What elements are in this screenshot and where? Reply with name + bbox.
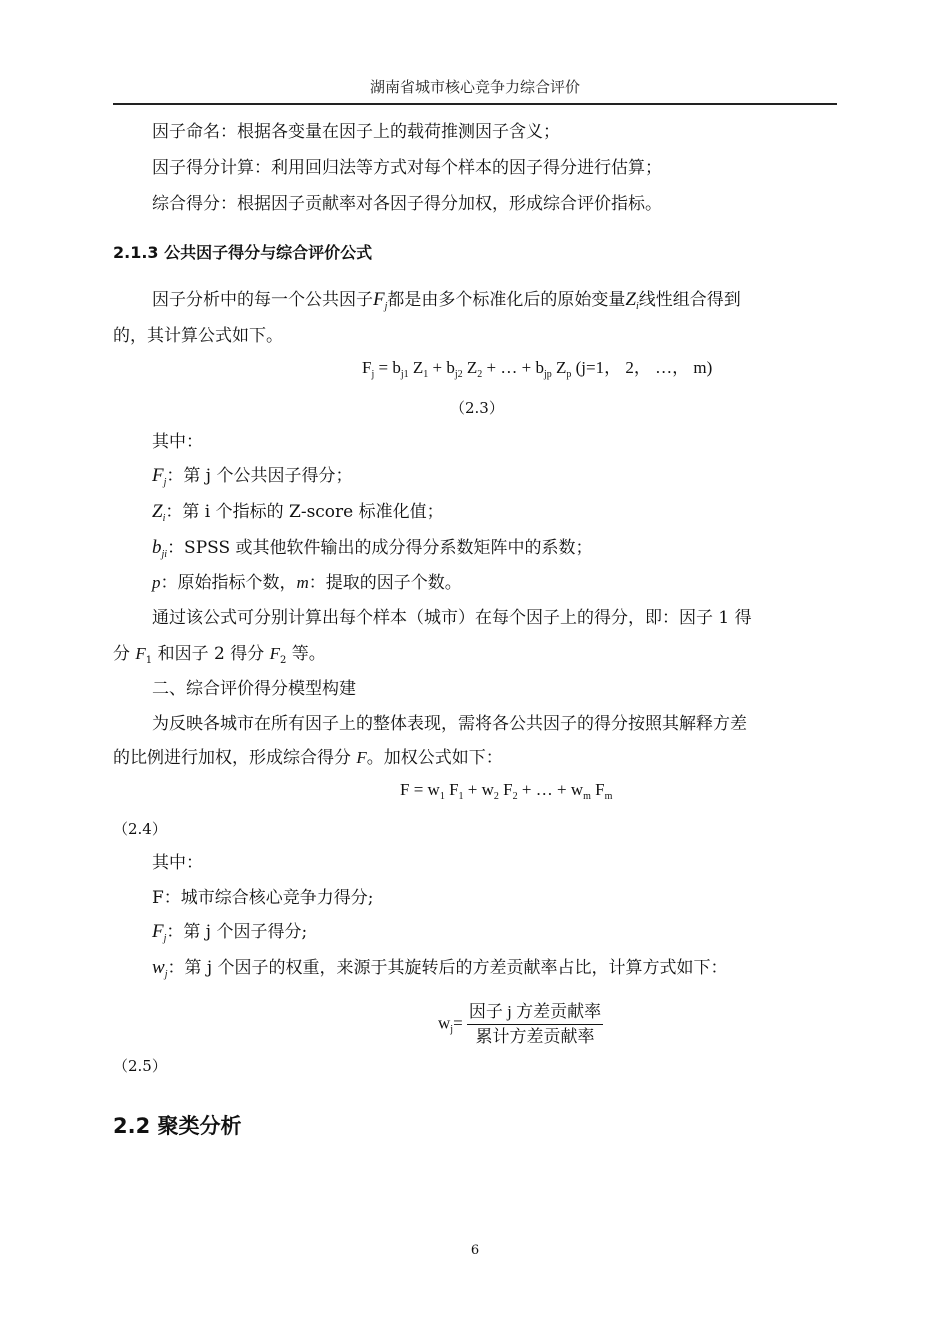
intro-line-2: 因子得分计算：利用回归法等方式对每个样本的因子得分进行估算； <box>152 158 662 178</box>
formula-2-3: $F_j = b_{j1}$ $Z_1 + b_{j2}$ $Z_2$ + … + $b_{jp}$ $Z_p$ (j=1， 2， …， m) <box>362 358 713 380</box>
paragraph-3-line-2: 的比例进行加权，形成综合得分 F。加权公式如下： <box>113 748 503 768</box>
definition-bji: $b_{ji}$：SPSS 或其他软件输出的成分得分系数矩阵中的系数； <box>152 537 593 560</box>
intro-line-3: 综合得分：根据因子贡献率对各因子得分加权，形成综合评价指标。 <box>152 194 662 214</box>
definition-F-total: F：城市综合核心竞争力得分; <box>152 888 374 908</box>
formula-number-2-4: （2.4） <box>113 820 167 838</box>
definition-Fj-factor: $F_j$：第 j 个因子得分; <box>152 921 308 944</box>
page-number: 6 <box>470 1243 480 1258</box>
definition-Fj: $F_j$：第 j 个公共因子得分； <box>152 465 353 488</box>
where-label-1: 其中： <box>152 432 203 452</box>
fraction-numerator: 因子 j 方差贡献率 <box>467 1000 603 1025</box>
formula-number-2-5: （2.5） <box>113 1057 167 1075</box>
paragraph-1-line-2: 的，其计算公式如下。 <box>113 326 283 346</box>
intro-line-1: 因子命名：根据各变量在因子上的载荷推测因子含义； <box>152 122 560 142</box>
subtitle-model-construction: 二、综合评价得分模型构建 <box>152 679 356 699</box>
paragraph-1-line-1: 因子分析中的每一个公共因子$F_j$都是由多个标准化后的原始变量$Z_i$线性组合得到 <box>152 289 741 312</box>
definition-p-m: p：原始指标个数，m：提取的因子个数。 <box>152 573 462 593</box>
where-label-2: 其中： <box>152 853 203 873</box>
paragraph-3-line-1: 为反映各城市在所有因子上的整体表现，需将各公共因子的得分按照其解释方差 <box>152 714 747 734</box>
section-heading-2-2: 2.2 聚类分析 <box>113 1114 242 1138</box>
formula-2-4: $F = w_1$ $F_1 + w_2$ $F_2$ + … + $w_m$ $F_m$ <box>400 780 613 802</box>
formula-number-2-3: （2.3） <box>450 399 504 417</box>
weight-fraction <box>467 1000 603 1049</box>
header-rule <box>113 103 837 105</box>
formula-2-5: $w_j=$ $\frac{\text{因子 j 方差贡献率}}{\text{累计方差贡献率}}$ <box>438 1000 603 1049</box>
section-heading-2-1-3: 2.1.3 公共因子得分与综合评价公式 <box>113 243 373 262</box>
paragraph-2-line-1: 通过该公式可分别计算出每个样本（城市）在每个因子上的得分，即：因子 1 得 <box>152 608 752 628</box>
definition-wj: $w_j$：第 j 个因子的权重，来源于其旋转后的方差贡献率占比，计算方式如下： <box>152 957 728 980</box>
running-header: 湖南省城市核心竞争力综合评价 <box>369 78 580 96</box>
definition-Zi: $Z_i$：第 i 个指标的 Z-score 标准化值； <box>152 501 444 524</box>
fraction-denominator: 累计方差贡献率 <box>475 1027 595 1046</box>
paragraph-2-line-2: 分 $F_1$ 和因子 2 得分 $F_2$ 等。 <box>113 644 326 666</box>
